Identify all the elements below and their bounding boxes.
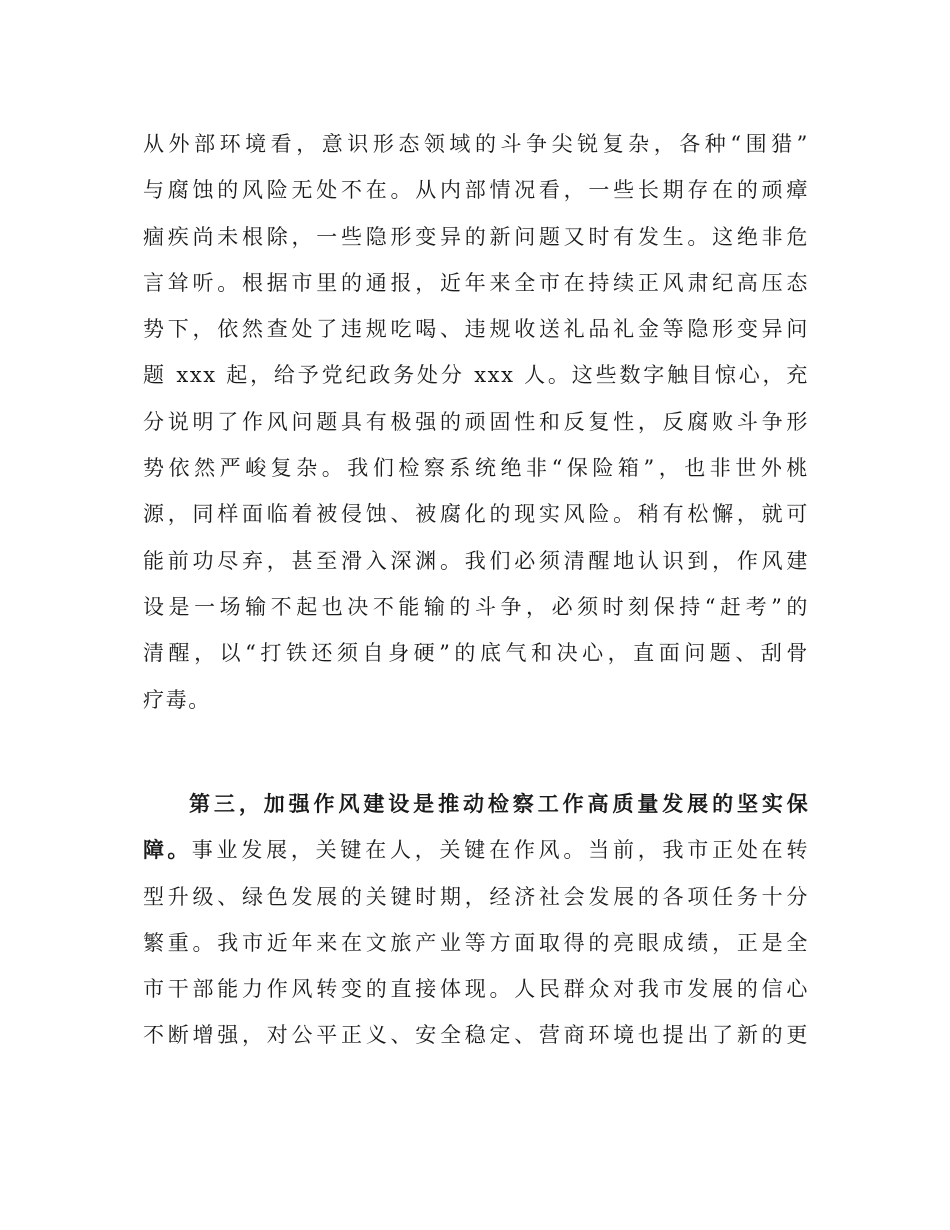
text-line: 言耸听。根据市里的通报，近年来全市在持续正风肃纪高压态 — [143, 270, 809, 295]
text-line: 源，同样面临着被侵蚀、被腐化的现实风险。稍有松懈，就可 — [143, 502, 809, 527]
text-line: 势依然严峻复杂。我们检察系统绝非“保险箱”，也非世外桃 — [143, 456, 809, 481]
text-line: 不断增强，对公平正义、安全稳定、营商环境也提出了新的更 — [143, 1023, 809, 1048]
paragraph-third-point — [143, 781, 809, 1059]
text-line: 题 xxx 起，给予党纪政务处分 xxx 人。这些数字触目惊心，充 — [143, 363, 809, 388]
text-line: 清醒，以“打铁还须自身硬”的底气和决心，直面问题、刮骨 — [143, 641, 809, 666]
text-line: 能前功尽弃，甚至滑入深渊。我们必须清醒地认识到，作风建 — [143, 548, 809, 573]
text-line: 势下，依然查处了违规吃喝、违规收送礼品礼金等隐形变异问 — [143, 317, 809, 342]
text-line-rest: 事业发展，关键在人，关键在作风。当前，我市正处在转 — [191, 838, 809, 863]
paragraph-risk-analysis — [143, 121, 809, 723]
section-heading: 第三，加强作风建设是推动检察工作高质量发展的坚实保 — [189, 792, 809, 816]
text-line: 分说明了作风问题具有极强的顽固性和反复性，反腐败斗争形 — [143, 409, 809, 434]
text-line: 从外部环境看，意识形态领域的斗争尖锐复杂，各种“围猎” — [143, 132, 809, 156]
text-line: 设是一场输不起也决不能输的斗争，必须时刻保持“赶考”的 — [143, 594, 809, 619]
text-line: 市干部能力作风转变的直接体现。人民群众对我市发展的信心 — [143, 977, 809, 1002]
text-line: 繁重。我市近年来在文旅产业等方面取得的亮眼成绩，正是全 — [143, 930, 809, 955]
text-line-mixed — [143, 827, 809, 873]
text-line: 痼疾尚未根除，一些隐形变异的新问题又时有发生。这绝非危 — [143, 224, 809, 249]
text-line: 与腐蚀的风险无处不在。从内部情况看，一些长期存在的顽瘴 — [143, 178, 809, 203]
text-line-last: 疗毒。 — [143, 687, 211, 712]
text-line: 型升级、绿色发展的关键时期，经济社会发展的各项任务十分 — [143, 884, 809, 909]
section-heading-end: 障。 — [143, 838, 192, 863]
